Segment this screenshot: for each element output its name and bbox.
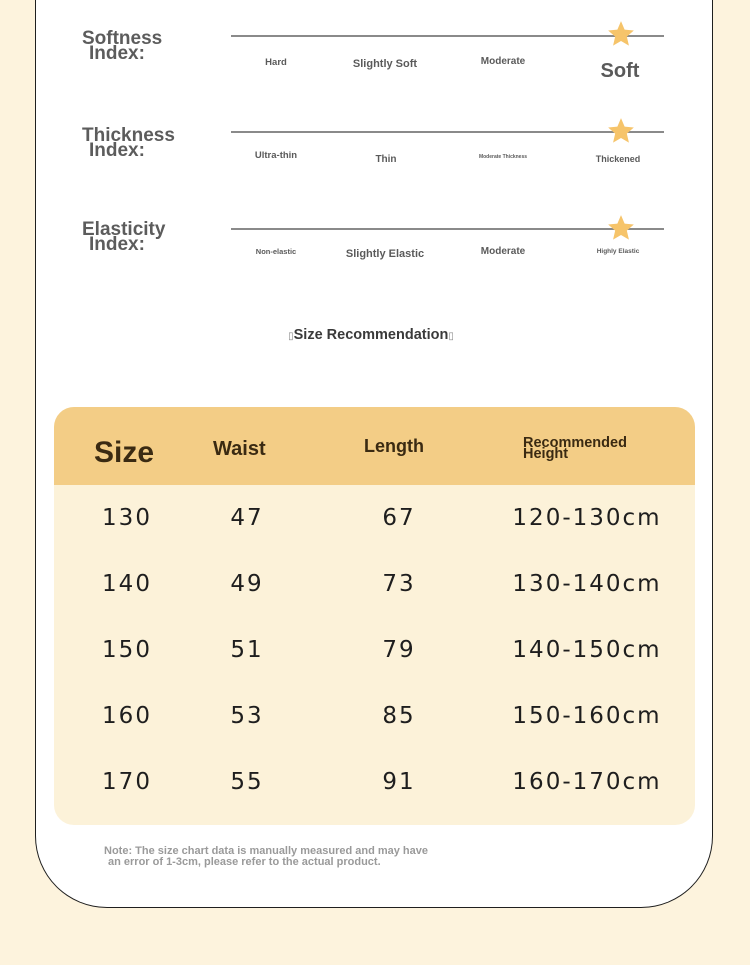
- table-row: [54, 561, 695, 627]
- header-length: Length: [364, 436, 424, 456]
- cell-waist: 55: [230, 769, 264, 795]
- header-recommended-height: Recommended Height: [523, 435, 627, 462]
- bracket-right-icon: ▯: [448, 331, 454, 342]
- softness-level-slightly-soft: Slightly Soft: [352, 58, 418, 70]
- size-table-header: [54, 407, 695, 485]
- cell-height: 160-170cm: [512, 769, 662, 795]
- table-row: [54, 759, 695, 825]
- softness-scale-line: [231, 35, 664, 37]
- cell-waist: 47: [230, 505, 264, 531]
- thickness-level-ultra-thin: Ultra-thin: [254, 150, 298, 161]
- cell-height: 140-150cm: [512, 637, 662, 663]
- elasticity-level-slightly-elastic: Slightly Elastic: [345, 248, 425, 260]
- cell-size: 140: [102, 571, 152, 597]
- elasticity-scale-line: [231, 228, 664, 230]
- table-row: [54, 693, 695, 759]
- cell-waist: 53: [230, 703, 264, 729]
- cell-size: 170: [102, 769, 152, 795]
- softness-level-hard: Hard: [265, 57, 287, 68]
- softness-level-moderate: Moderate: [480, 56, 526, 67]
- cell-size: 130: [102, 505, 152, 531]
- size-recommendation-heading: ▯Size Recommendation▯: [288, 327, 454, 343]
- thickness-level-moderate: Moderate Thickness: [478, 154, 528, 160]
- elasticity-level-moderate: Moderate: [480, 246, 526, 257]
- star-icon: [607, 214, 635, 242]
- thickness-scale-line: [231, 131, 664, 133]
- cell-length: 73: [382, 571, 416, 597]
- size-table: [54, 407, 695, 825]
- table-row: [54, 495, 695, 561]
- cell-length: 85: [382, 703, 416, 729]
- thickness-level-thin: Thin: [375, 154, 397, 165]
- elasticity-level-highly-elastic: Highly Elastic: [596, 248, 640, 255]
- softness-level-soft: Soft: [600, 60, 640, 82]
- thickness-level-thickened: Thickened: [595, 154, 641, 164]
- measurement-note: Note: The size chart data is manually measured and may have an error of 1-3cm, please refer to the actual product.: [104, 845, 429, 868]
- cell-height: 130-140cm: [512, 571, 662, 597]
- cell-size: 150: [102, 637, 152, 663]
- cell-waist: 49: [230, 571, 264, 597]
- cell-waist: 51: [230, 637, 264, 663]
- star-icon: [607, 117, 635, 145]
- elasticity-level-non-elastic: Non-elastic: [255, 247, 297, 256]
- cell-length: 67: [382, 505, 416, 531]
- cell-length: 91: [382, 769, 416, 795]
- softness-index-title: Softness Index:: [82, 28, 163, 64]
- cell-height: 120-130cm: [512, 505, 662, 531]
- table-row: [54, 627, 695, 693]
- bracket-left-icon: ▯: [288, 331, 294, 342]
- thickness-index-title: Thickness Index:: [82, 125, 175, 161]
- header-waist: Waist: [213, 438, 266, 460]
- star-icon: [607, 20, 635, 48]
- cell-size: 160: [102, 703, 152, 729]
- cell-height: 150-160cm: [512, 703, 662, 729]
- cell-length: 79: [382, 637, 416, 663]
- header-size: Size: [94, 436, 155, 469]
- elasticity-index-title: Elasticity Index:: [82, 219, 166, 255]
